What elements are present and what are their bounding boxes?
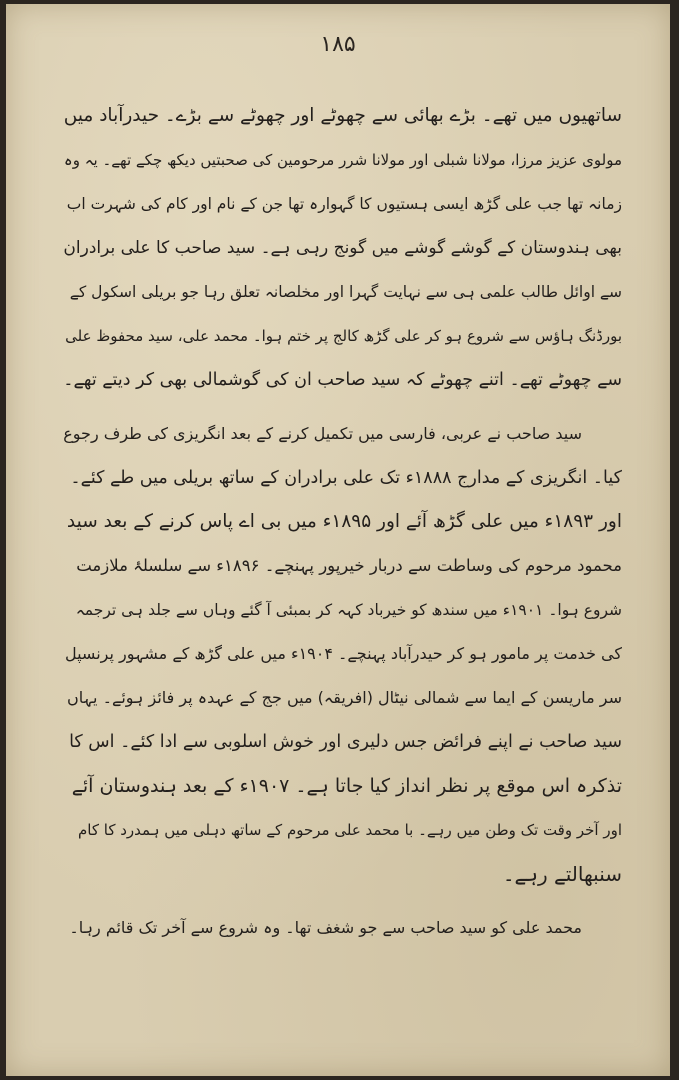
text-line: کیا۔ انگریزی کے مدارج ۱۸۸۸ء تک علی برادران کے ساتھ بریلی میں طے کئے۔	[70, 468, 622, 488]
text-line: سید صاحب نے عربی، فارسی میں تکمیل کرنے کے بعد انگریزی کی طرف رجوع	[63, 424, 582, 443]
text-line: سنبھالتے رہے۔	[502, 862, 622, 886]
text-line: بورڈنگ ہاؤس سے شروع ہو کر علی گڑھ کالج پر ختم ہوا۔ محمد علی، سید محفوظ علی	[65, 327, 622, 345]
text-line: سے چھوٹے تھے۔ اتنے چھوٹے کہ سید صاحب ان کی گوشمالی بھی کر دیتے تھے۔	[63, 370, 622, 390]
text-line: ساتھیوں میں تھے۔ بڑے بھائی سے چھوٹے اور چھوٹے سے بڑے۔ حیدرآباد میں	[63, 105, 622, 126]
text-line: بھی ہندوستان کے گوشے گوشے میں گونج رہی ہے۔ سید صاحب کا علی برادران	[63, 238, 622, 258]
text-line: اور آخر وقت تک وطن میں رہے۔ با محمد علی مرحوم کے ساتھ دہلی میں ہمدرد کا کام	[77, 821, 622, 839]
book-page	[6, 4, 670, 1076]
text-line: زمانہ تھا جب علی گڑھ ایسی ہستیوں کا گہوارہ تھا جن کے نام اور کام کی شہرت اب	[66, 195, 622, 213]
text-line: محمد علی کو سید صاحب سے جو شغف تھا۔ وہ شروع سے آخر تک قائم رہا۔	[69, 918, 582, 937]
page-body-text	[62, 94, 622, 950]
text-line: محمود مرحوم کی وساطت سے دربار خیرپور پہنچے۔ ۱۸۹۶ء سے سلسلۂ ملازمت	[76, 556, 622, 575]
page-number: ۱۸۵	[320, 32, 356, 57]
text-line: اور ۱۸۹۳ء میں علی گڑھ آئے اور ۱۸۹۵ء میں بی اے پاس کرنے کے بعد سید	[66, 511, 622, 532]
paragraph-spacer	[62, 896, 622, 906]
text-line: سر ماریسن کے ایما سے شمالی نیٹال (افریقہ) میں جج کے عہدہ پر فائز ہوئے۔ یہاں	[67, 688, 622, 707]
text-line: سید صاحب نے اپنے فرائض جس دلیری اور خوش اسلوبی سے ادا کئے۔ اس کا	[69, 732, 622, 752]
text-line: مولوی عزیز مرزا، مولانا شبلی اور مولانا شرر مرحومین کی صحبتیں دیکھ چکے تھے۔ یہ وہ	[63, 151, 622, 169]
text-line: کی خدمت پر مامور ہو کر حیدرآباد پہنچے۔ ۱۹۰۴ء میں علی گڑھ کے مشہور پرنسپل	[64, 644, 622, 663]
paragraph-spacer	[62, 402, 622, 412]
text-line: سے اوائل طالب علمی ہی سے نہایت گہرا اور مخلصانہ تعلق رہا جو بریلی اسکول کے	[69, 283, 622, 301]
text-line: شروع ہوا۔ ۱۹۰۱ء میں سندھ کو خیرباد کہہ کر بمبئی آ گئے وہاں سے جلد ہی ترجمہ	[75, 601, 622, 619]
text-line: تذکرہ اس موقع پر نظر انداز کیا جاتا ہے۔ ۱۹۰۷ء کے بعد ہندوستان آئے	[71, 775, 622, 797]
